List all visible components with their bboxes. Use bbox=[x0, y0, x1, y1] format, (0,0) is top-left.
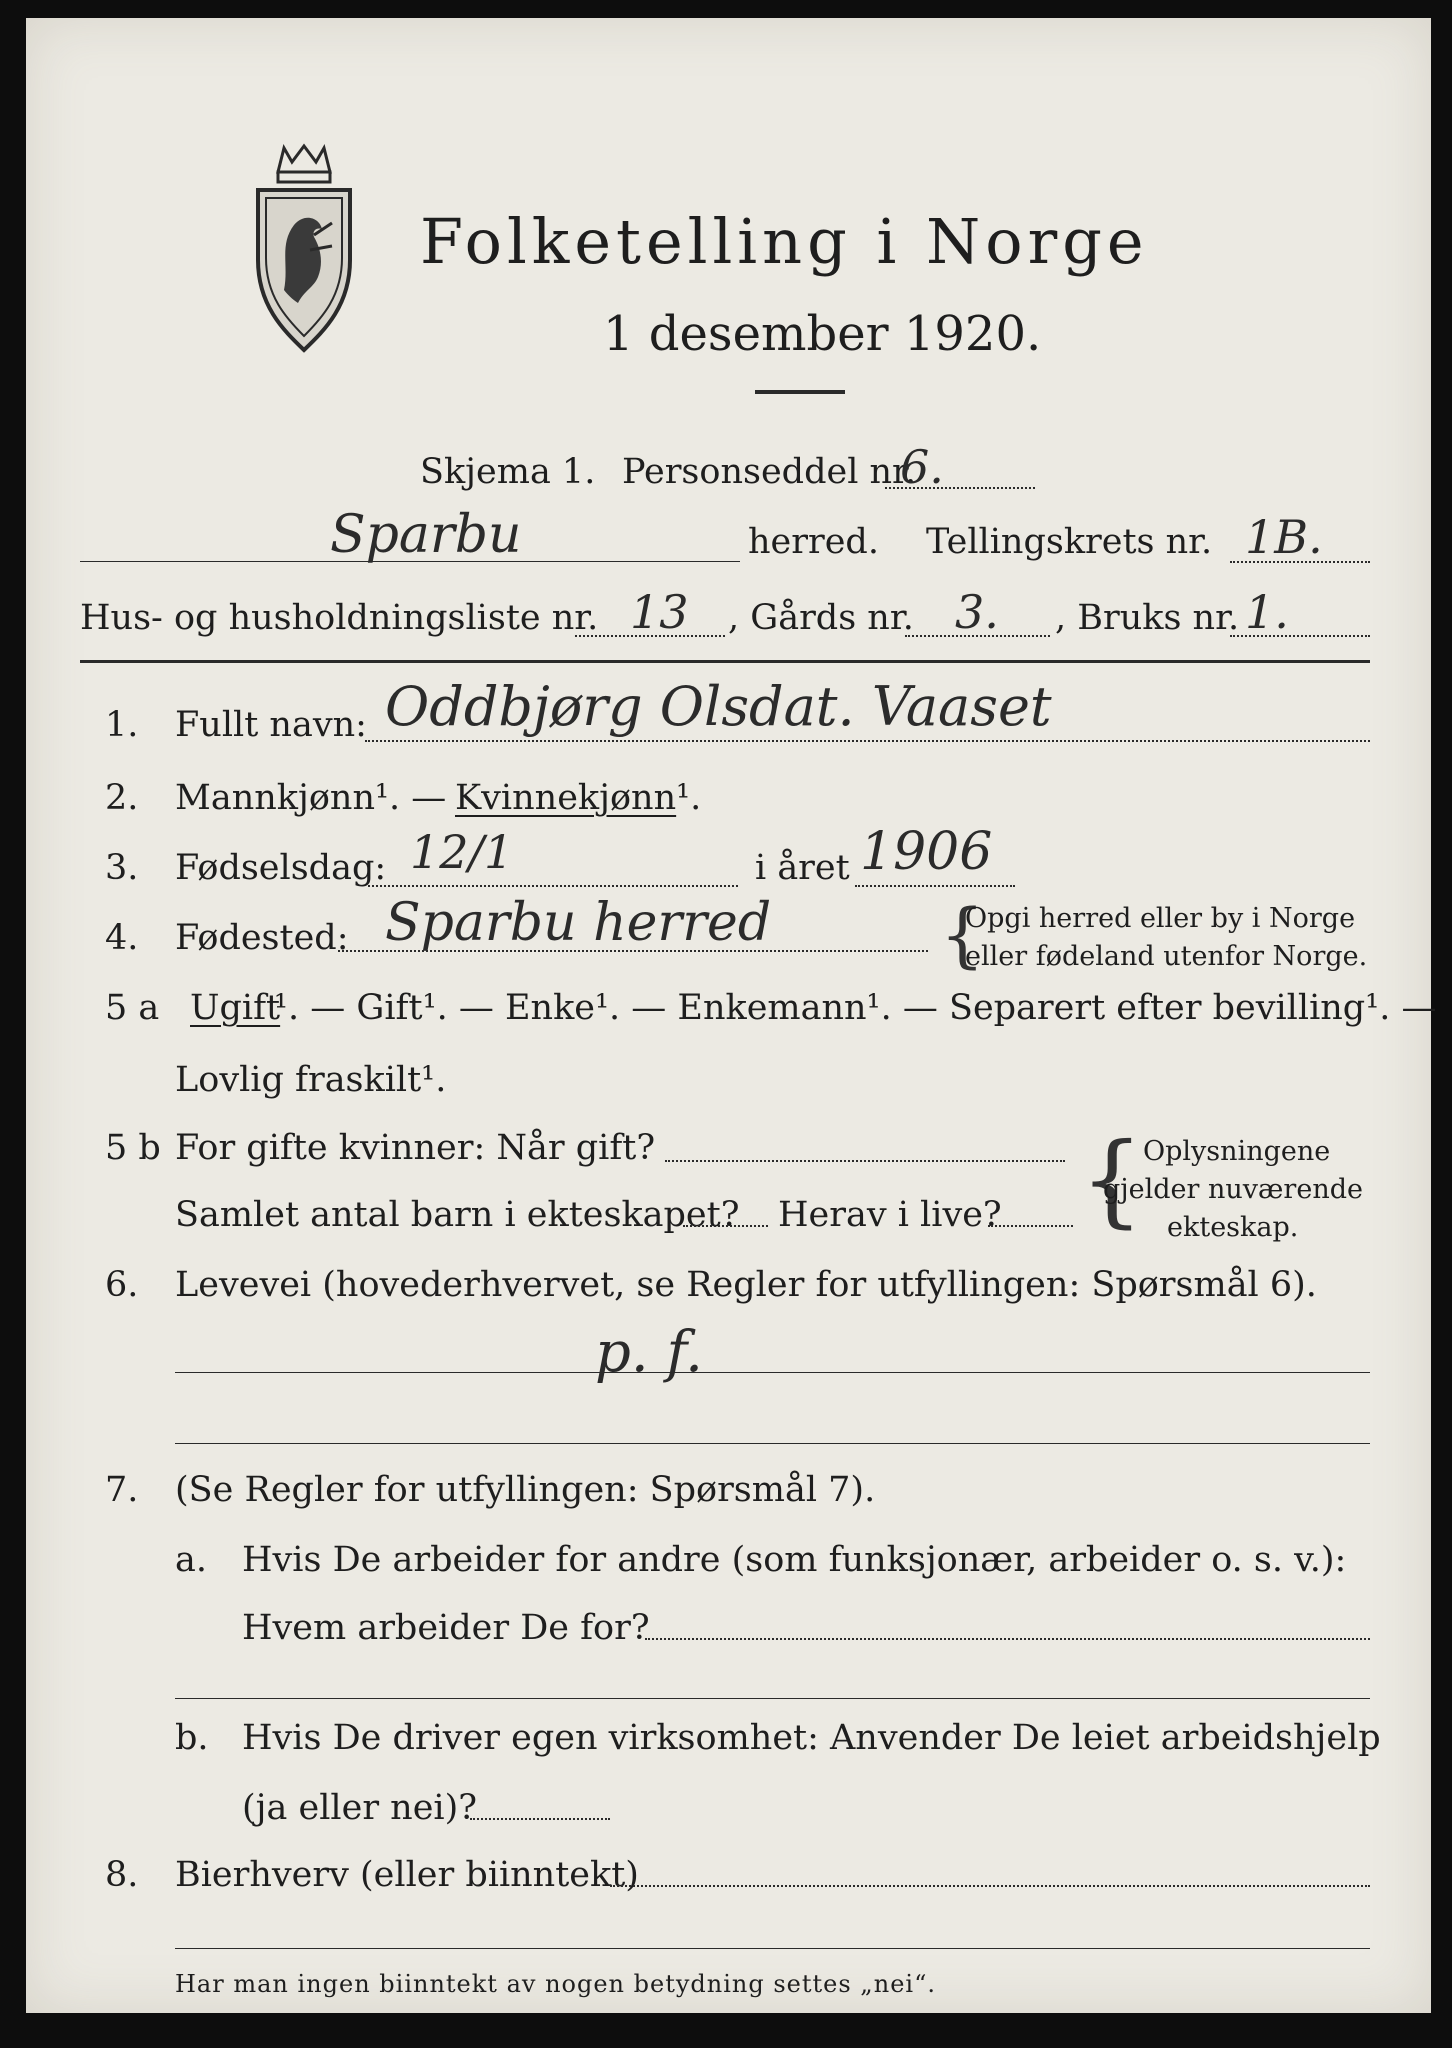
q5b-line1: For gifte kvinner: Når gift? bbox=[175, 1128, 656, 1168]
full-name-field[interactable] bbox=[365, 740, 1370, 742]
birthplace-value[interactable]: Sparbu herred bbox=[385, 893, 772, 953]
hired-help-field[interactable] bbox=[470, 1818, 610, 1820]
q2-number: 2. bbox=[105, 778, 139, 818]
personseddel-field[interactable] bbox=[885, 487, 1035, 489]
q2-female-option[interactable] bbox=[455, 778, 701, 818]
q2-female-underlined: Kvinnekjønn bbox=[455, 778, 677, 818]
q5b-alive-label: Herav i live? bbox=[778, 1195, 1002, 1235]
footer-note: Har man ingen biinntekt av nogen betydning settes „nei“. bbox=[175, 1970, 936, 1998]
year-label: i året bbox=[755, 848, 850, 888]
birthplace-field[interactable] bbox=[338, 950, 928, 952]
q4-label: Fødested: bbox=[175, 918, 349, 958]
employer-field-2[interactable] bbox=[175, 1698, 1370, 1699]
occupation-field-1[interactable] bbox=[175, 1372, 1370, 1373]
q5a-other-options[interactable]: ¹. — Gift¹. — Enke¹. — Enkemann¹. — Separert efter bevilling¹. — bbox=[274, 988, 1437, 1028]
q4-note-line1: Opgi herred eller by i Norge bbox=[965, 903, 1356, 934]
q5b-children-label: Samlet antal barn i ekteskapet? bbox=[175, 1195, 740, 1235]
side-income-field-2[interactable] bbox=[175, 1948, 1370, 1949]
hus-label: Hus- og husholdningsliste nr. bbox=[80, 598, 599, 638]
q4-brace: { bbox=[940, 894, 985, 976]
gards-field[interactable] bbox=[905, 635, 1050, 637]
q6-number: 6. bbox=[105, 1265, 139, 1305]
herred-label: herred. bbox=[748, 522, 879, 562]
q3-label: Fødselsdag: bbox=[175, 848, 387, 888]
q3-number: 3. bbox=[105, 848, 139, 888]
q5b-note1: Oplysningene bbox=[1143, 1136, 1331, 1167]
q7a-line1: Hvis De arbeider for andre (som funksjonær, arbeider o. s. v.): bbox=[242, 1540, 1347, 1580]
q7b-line2: (ja eller nei)? bbox=[242, 1788, 478, 1828]
form-title: Folketelling i Norge bbox=[420, 205, 1149, 278]
occupation-value[interactable]: p. f. bbox=[595, 1320, 703, 1385]
herred-field[interactable] bbox=[80, 561, 740, 562]
schema-label: Skjema 1. bbox=[420, 452, 596, 492]
q7-label: (Se Regler for utfyllingen: Spørsmål 7). bbox=[175, 1470, 876, 1510]
hus-value[interactable]: 13 bbox=[630, 585, 689, 639]
side-income-field[interactable] bbox=[610, 1885, 1370, 1887]
employer-field[interactable] bbox=[645, 1638, 1370, 1640]
bruks-value[interactable]: 1. bbox=[1245, 585, 1289, 639]
q5a-line2[interactable]: Lovlig fraskilt¹. bbox=[175, 1060, 447, 1100]
gards-label: , Gårds nr. bbox=[728, 598, 914, 638]
children-count-field[interactable] bbox=[683, 1225, 768, 1227]
occupation-field-2[interactable] bbox=[175, 1443, 1370, 1444]
gards-value[interactable]: 3. bbox=[955, 585, 999, 639]
q5a-ugift-option[interactable] bbox=[190, 988, 280, 1028]
married-date-field[interactable] bbox=[665, 1160, 1065, 1162]
q5b-note2: gjelder nuværende bbox=[1103, 1174, 1363, 1205]
form-subtitle: 1 desember 1920. bbox=[603, 306, 1042, 362]
birth-date-value[interactable]: 12/1 bbox=[410, 825, 514, 879]
q7-number: 7. bbox=[105, 1470, 139, 1510]
herred-value[interactable]: Sparbu bbox=[330, 505, 522, 565]
tellingskrets-field[interactable] bbox=[1230, 561, 1370, 563]
birth-year-field[interactable] bbox=[855, 885, 1015, 887]
q5a-ugift-underlined: Ugift bbox=[190, 988, 281, 1028]
personseddel-label: Personseddel nr. bbox=[622, 452, 917, 492]
q2-footnote-mark: ¹. bbox=[676, 778, 702, 818]
q1-label: Fullt navn: bbox=[175, 705, 367, 745]
birth-date-field[interactable] bbox=[368, 885, 738, 887]
q5b-number: 5 b bbox=[105, 1128, 161, 1168]
bruks-field[interactable] bbox=[1230, 635, 1370, 637]
q1-number: 1. bbox=[105, 705, 139, 745]
q6-label: Levevei (hovederhvervet, se Regler for utfyllingen: Spørsmål 6). bbox=[175, 1265, 1317, 1305]
q7b-line1: Hvis De driver egen virksomhet: Anvender De leiet arbeidshjelp bbox=[242, 1718, 1381, 1758]
title-divider bbox=[755, 390, 845, 394]
q5a-number: 5 a bbox=[105, 988, 160, 1028]
q4-number: 4. bbox=[105, 918, 139, 958]
tellingskrets-label: Tellingskrets nr. bbox=[926, 522, 1213, 562]
q5b-brace: { bbox=[1080, 1121, 1144, 1238]
q5b-note3: ekteskap. bbox=[1167, 1212, 1299, 1243]
children-alive-field[interactable] bbox=[988, 1225, 1073, 1227]
header-divider bbox=[80, 660, 1370, 663]
q7a-number: a. bbox=[175, 1540, 207, 1580]
q7b-number: b. bbox=[175, 1718, 209, 1758]
full-name-value[interactable]: Oddbjørg Olsdat. Vaaset bbox=[385, 675, 1052, 738]
q8-label: Bierhverv (eller biinntekt) bbox=[175, 1855, 639, 1895]
hus-field[interactable] bbox=[575, 635, 725, 637]
q8-number: 8. bbox=[105, 1855, 139, 1895]
q7a-line2: Hvem arbeider De for? bbox=[242, 1608, 650, 1648]
norwegian-coat-of-arms-icon bbox=[244, 140, 364, 355]
personseddel-value[interactable]: 6. bbox=[900, 440, 944, 494]
birth-year-value[interactable]: 1906 bbox=[860, 822, 993, 882]
tellingskrets-value[interactable]: 1B. bbox=[1245, 510, 1323, 564]
bruks-label: , Bruks nr. bbox=[1055, 598, 1240, 638]
q2-male-option[interactable]: Mannkjønn¹. — bbox=[175, 778, 447, 818]
q4-note-line2: eller fødeland utenfor Norge. bbox=[965, 941, 1368, 972]
